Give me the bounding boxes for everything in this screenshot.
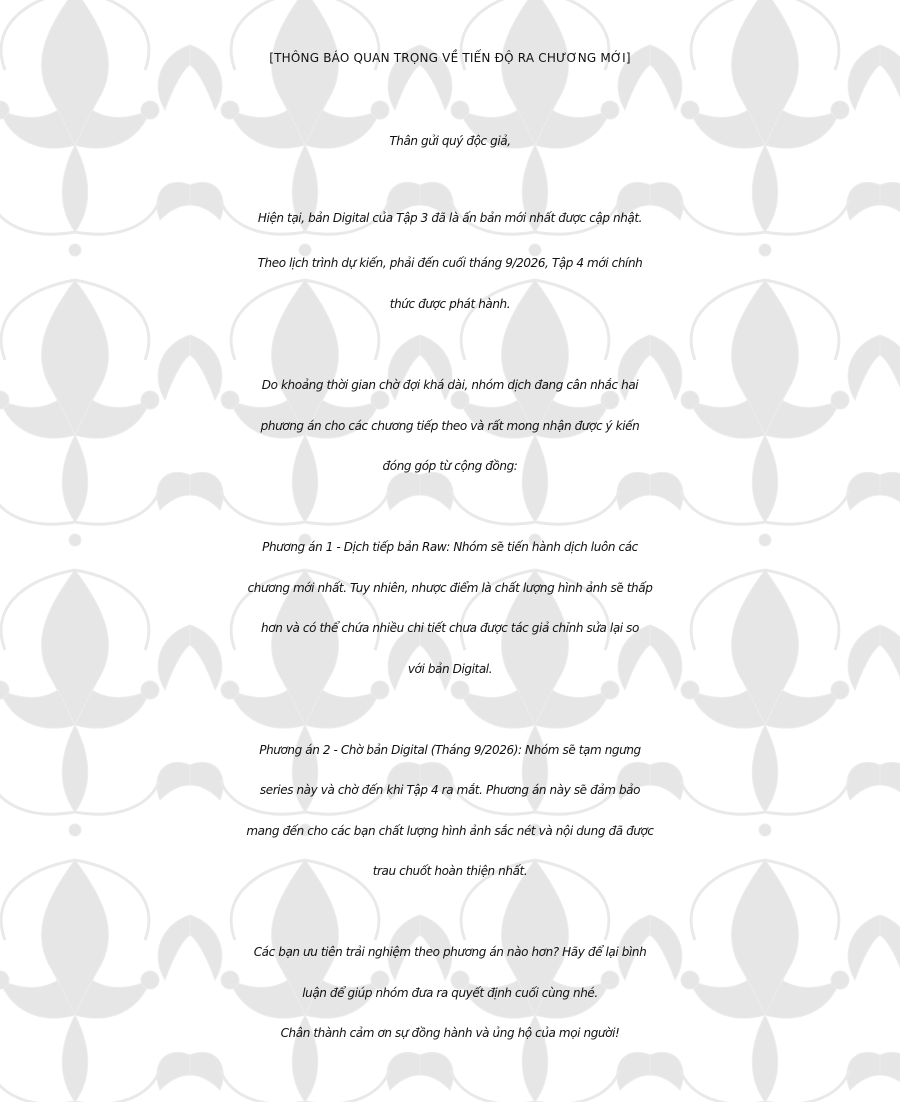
option-one-line: hơn và có thể chứa nhiều chi tiết chưa được tác giả chỉnh sửa lại so	[261, 621, 639, 635]
closing-line: Chân thành cảm ơn sự đồng hành và ủng hộ của mọi người!	[280, 1026, 620, 1040]
option-two-line: trau chuốt hoàn thiện nhất.	[372, 864, 528, 878]
option-one-line: với bản Digital.	[407, 662, 493, 676]
intro-line: đóng góp từ cộng đồng:	[382, 459, 518, 473]
option-two-line: series này và chờ đến khi Tập 4 ra mắt. Phương án này sẽ đảm bảo	[259, 783, 641, 797]
option-two-line: Phương án 2 - Chờ bản Digital (Tháng 9/2026): Nhóm sẽ tạm ngưng	[259, 743, 641, 757]
greeting-line: Thân gửi quý độc giả,	[389, 134, 511, 148]
option-one-line: Phương án 1 - Dịch tiếp bản Raw: Nhóm sẽ tiến hành dịch luôn các	[262, 540, 638, 554]
closing-line: luận để giúp nhóm đưa ra quyết định cuối cùng nhé.	[302, 986, 598, 1000]
notice-title: [THÔNG BÁO QUAN TRỌNG VỀ TIẾN ĐỘ RA CHƯƠNG MỚI]	[269, 51, 631, 65]
closing-line: Các bạn ưu tiên trải nghiệm theo phương án nào hơn? Hãy để lại bình	[253, 945, 647, 959]
status-line: thức được phát hành.	[389, 297, 511, 311]
intro-line: phương án cho các chương tiếp theo và rất mong nhận được ý kiến	[260, 419, 640, 433]
status-line: Hiện tại, bản Digital của Tập 3 đã là ấn bản mới nhất được cập nhật.	[257, 211, 643, 225]
option-two-line: mang đến cho các bạn chất lượng hình ảnh sắc nét và nội dung đã được	[246, 824, 654, 838]
status-line: Theo lịch trình dự kiến, phải đến cuối tháng 9/2026, Tập 4 mới chính	[257, 256, 643, 270]
intro-line: Do khoảng thời gian chờ đợi khá dài, nhóm dịch đang cân nhắc hai	[261, 378, 639, 392]
option-one-line: chương mới nhất. Tuy nhiên, nhược điểm là chất lượng hình ảnh sẽ thấp	[247, 581, 653, 595]
